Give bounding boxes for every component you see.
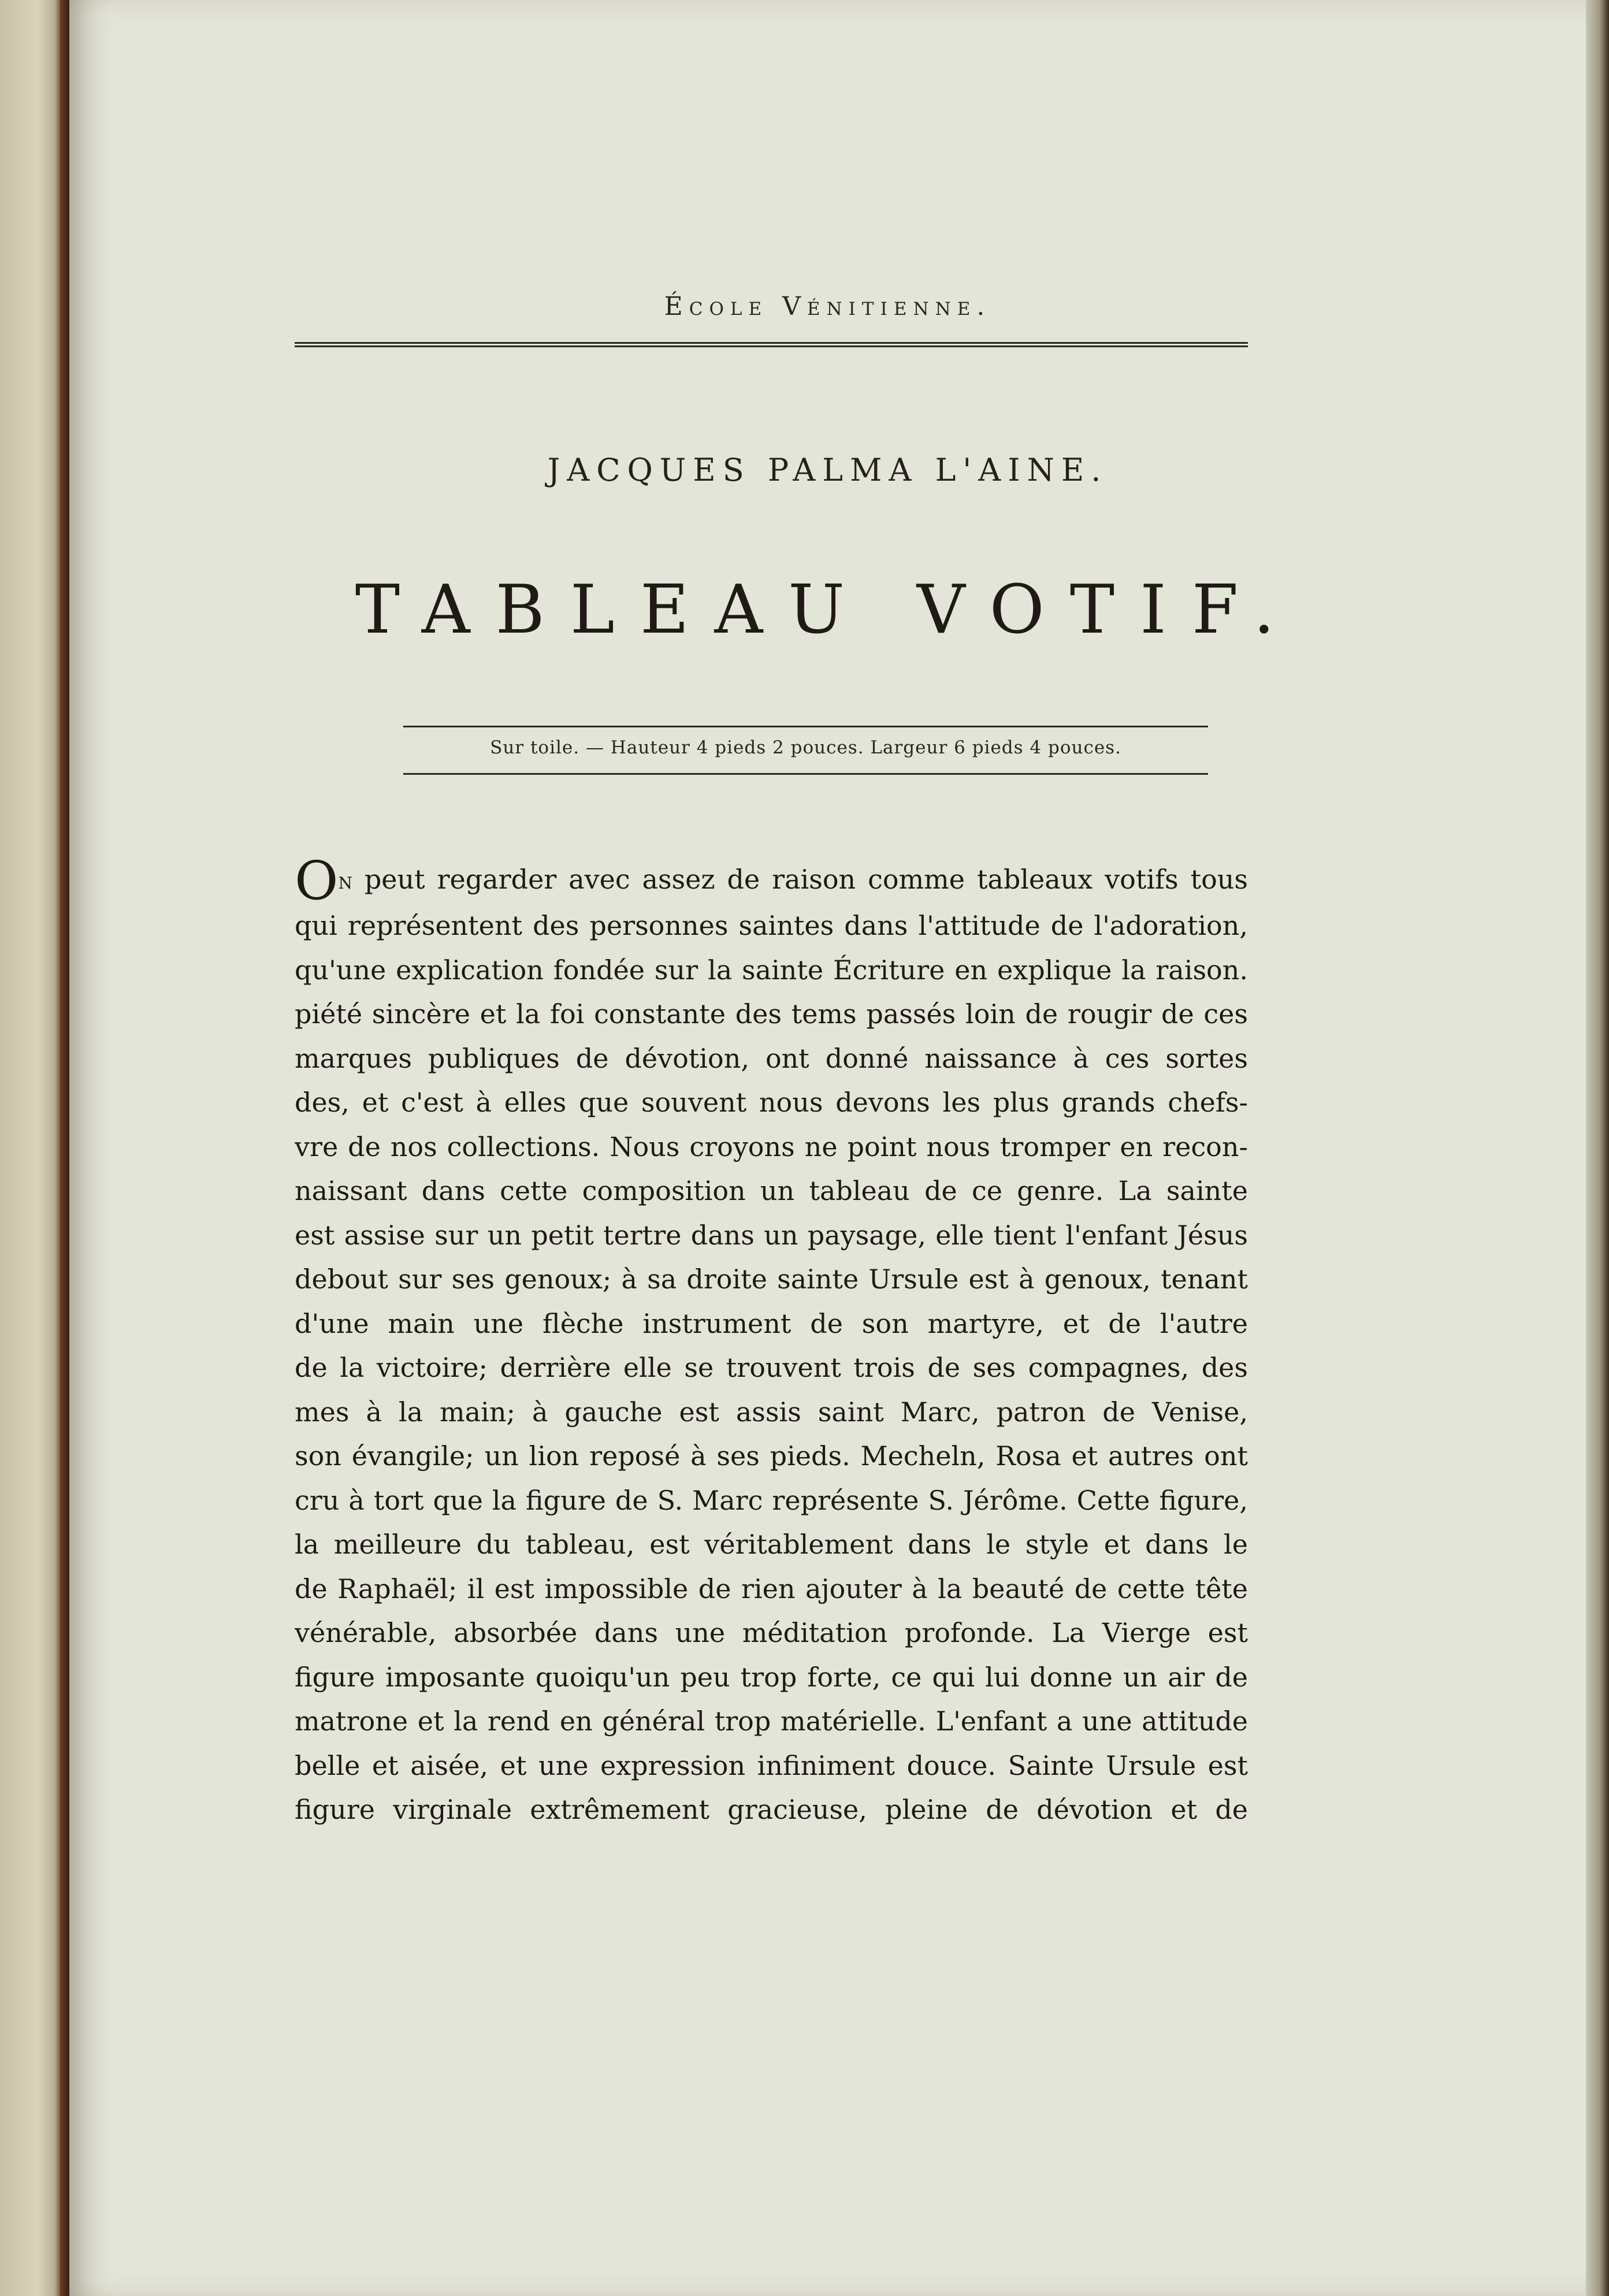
paragraph-line: qu'une explication fondée sur la sainte Écriture en explique la raison.	[295, 954, 1248, 986]
paragraph-line: vénérable, absorbée dans une méditation profonde. La Vierge est	[295, 1617, 1248, 1648]
paragraph-line: de la victoire; derrière elle se trouvent trois de ses compagnes, des	[295, 1352, 1248, 1383]
paragraph-line: figure imposante quoiqu'un peu trop forte, ce qui lui donne un air de	[295, 1661, 1248, 1693]
paragraph-line: d'une main une flèche instrument de son martyre, et de l'autre	[295, 1307, 1248, 1339]
description-paragraph	[295, 855, 1248, 1832]
paragraph-line: de Raphaël; il est impossible de rien ajouter à la beauté de cette tête	[295, 1573, 1248, 1604]
painting-title: TABLEAU VOTIF.	[355, 571, 1300, 649]
paragraph-line: mes à la main; à gauche est assis saint Marc, patron de Venise,	[295, 1396, 1248, 1428]
paragraph-line: piété sincère et la foi constante des tems passés loin de rougir de ces	[295, 998, 1248, 1030]
paragraph-line: belle et aisée, et une expression infiniment douce. Sainte Ursule est	[295, 1749, 1248, 1781]
paragraph-line: naissant dans cette composition un tableau de ce genre. La sainte	[295, 1175, 1248, 1206]
right-page-edge	[1586, 0, 1609, 2296]
dimensions-rule-top	[403, 726, 1208, 727]
artist-name: JACQUES PALMA L'AINE.	[547, 452, 1108, 488]
paragraph-line: qui représentent des personnes saintes dans l'attitude de l'adoration,	[295, 910, 1248, 941]
paragraph-line: des, et c'est à elles que souvent nous devons les plus grands chefs-	[295, 1087, 1248, 1118]
school-header: École Vénitienne.	[664, 292, 991, 321]
painting-dimensions: Sur toile. — Hauteur 4 pieds 2 pouces. Largeur 6 pieds 4 pouces.	[490, 737, 1121, 758]
paragraph-line: vre de nos collections. Nous croyons ne point nous tromper en recon-	[295, 1131, 1248, 1162]
paragraph-line: debout sur ses genoux; à sa droite sainte Ursule est à genoux, tenant	[295, 1264, 1248, 1295]
paragraph-line: cru à tort que la figure de S. Marc représente S. Jérôme. Cette figure,	[295, 1484, 1248, 1516]
paragraph-line-last: figure virginale extrêmement gracieuse, pleine de dévotion et de	[295, 1794, 1248, 1825]
paragraph-line: est assise sur un petit tertre dans un paysage, elle tient l'enfant Jésus	[295, 1219, 1248, 1251]
paragraph-line: marques publiques de dévotion, ont donné naissance à ces sortes	[295, 1042, 1248, 1074]
header-double-rule	[295, 342, 1248, 347]
paragraph-line: son évangile; un lion reposé à ses pieds. Mecheln, Rosa et autres ont	[295, 1440, 1248, 1472]
paragraph-line: la meilleure du tableau, est véritablement dans le style et dans le	[295, 1529, 1248, 1560]
drop-cap-continuation: n	[338, 868, 352, 894]
dimensions-rule-bottom	[403, 773, 1208, 775]
first-line-text: peut regarder avec assez de raison comme tableaux votifs tous	[364, 864, 1248, 895]
left-page-edge	[0, 0, 68, 2296]
book-page	[69, 0, 1586, 2296]
drop-cap: O	[295, 855, 339, 904]
paragraph-line: matrone et la rend en général trop matérielle. L'enfant a une attitude	[295, 1706, 1248, 1737]
paragraph-line	[295, 855, 1248, 904]
